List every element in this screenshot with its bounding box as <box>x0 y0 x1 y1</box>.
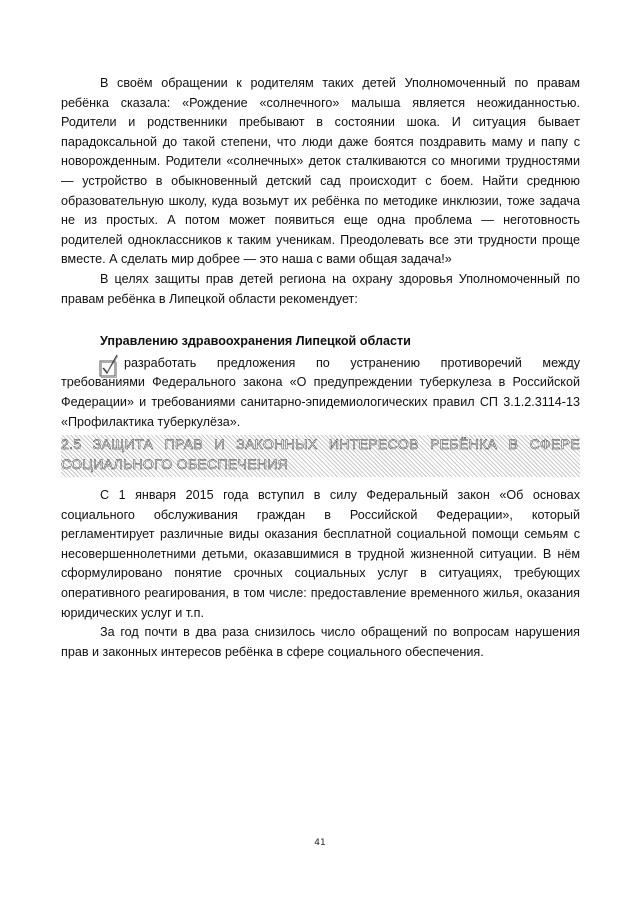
checkbox-check-icon <box>99 354 121 378</box>
page-number: 41 <box>314 838 326 848</box>
section-title-line-1: 2.5 ЗАЩИТА ПРАВ И ЗАКОННЫХ ИНТЕРЕСОВ РЕБЁНКА В СФЕРЕ <box>61 437 580 453</box>
top-text-block <box>61 74 580 432</box>
paragraph-federal-law: С 1 января 2015 года вступил в силу Федеральный закон «Об основах социального обслуживания граждан в Российской Федерации», который регламентирует различные виды оказания бесплатной социальной помощи семьям с несовершеннолетними детьми, оказавшимися в трудной жизненной ситуации. В нём сформулировано понятие срочных социальных услуг в ситуациях, требующих оперативного реагирования, в том числе: предоставление временного жилья, оказания юридических услуг и т.п. <box>61 488 580 620</box>
recommendation-text: разработать предложения по устранению противоречий между требованиями Федерального закона «О предупреждении туберкулеза в Российской Федерации» и требованиями санитарно-эпидемиологических правил СП 3.1.2.3114-13 «Профилактика туберкулёза». <box>61 355 580 429</box>
paragraph-ombudsman-appeal: В своём обращении к родителям таких детей Уполномоченный по правам ребёнка сказала: «Рождение «солнечного» малыша является неожиданностью. Родители и родственники пребывают в состоянии шока. И ситуация бывает парадоксальной до такой степени, что люди даже боятся поздравить маму и папу с новорожденным. Родители «солнечных» деток сталкиваются со многими трудностями — устройство в обыкновенный детский сад происходит с боем. Найти среднюю образовательную школу, куда возьмут их ребёнка по методике инклюзии, тоже задача не из простых. А потом может появиться еще одна проблема — неготовность родителей одноклассников к таким ученикам. Преодолевать все эти трудности проще вместе. А сделать мир добрее — это наша с вами общая задача!» <box>61 76 580 267</box>
paragraph-recommends-intro: В целях защиты прав детей региона на охрану здоровья Уполномоченный по правам ребёнка в Липецкой области рекомендует: <box>61 271 580 306</box>
section-title-line-2: СОЦИАЛЬНОГО ОБЕСПЕЧЕНИЯ <box>61 457 289 473</box>
section-body <box>61 486 580 662</box>
recommendation-addressee: Управлению здравоохранения Липецкой области <box>100 334 411 349</box>
recommendation-item <box>61 354 580 432</box>
section-title <box>61 435 580 475</box>
paragraph-appeals-decrease: За год почти в два раза снизилось число обращений по вопросам нарушения прав и законных интересов ребёнка в сфере социального обеспечения. <box>61 625 580 659</box>
section-heading <box>61 435 580 477</box>
